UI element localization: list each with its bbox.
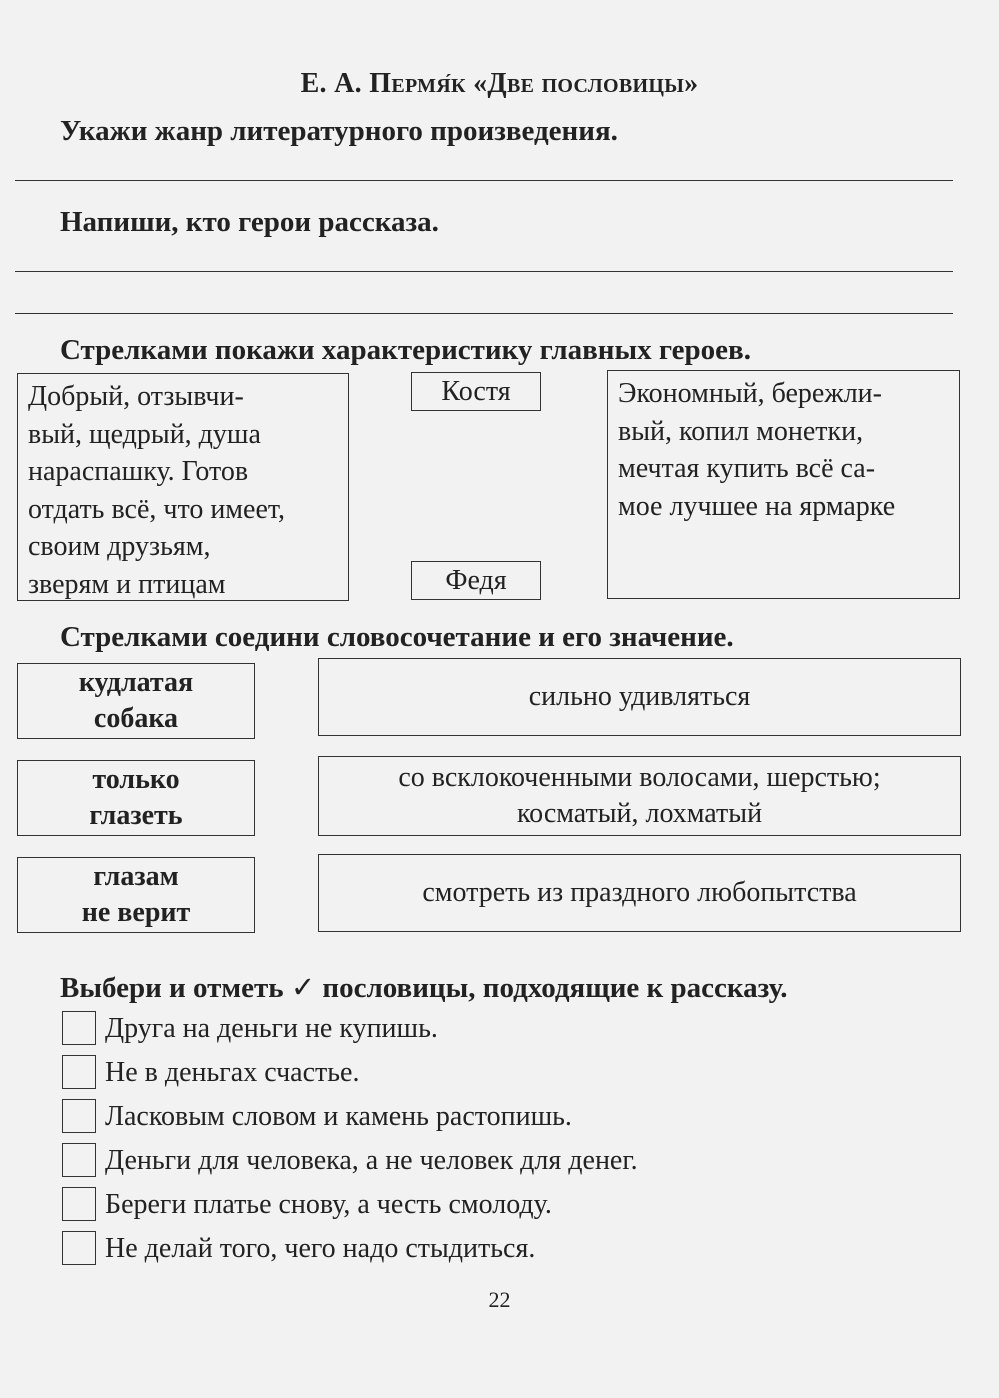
phrase-line: глазам xyxy=(93,861,179,892)
meaning-line: со всклокоченными волосами, шерстью; xyxy=(398,762,881,793)
name-fedya: Федя xyxy=(445,564,507,596)
proverb-text-3: Ласковым словом и камень растопишь. xyxy=(105,1101,572,1132)
proverb-text-5: Береги платье снову, а честь смолоду. xyxy=(105,1189,552,1220)
meaning-box-2 xyxy=(318,756,961,836)
page-title: Е. А. Пермя́к «Две пословицы» xyxy=(300,68,699,99)
meaning-box-3 xyxy=(318,854,961,932)
proverb-checkbox-4[interactable] xyxy=(62,1143,96,1177)
heroes-answer-line-2[interactable] xyxy=(15,313,953,314)
proverb-checkbox-2[interactable] xyxy=(62,1055,96,1089)
genre-answer-line[interactable] xyxy=(15,180,953,181)
phrase-line: только xyxy=(92,764,180,795)
proverb-text-2: Не в деньгах счастье. xyxy=(105,1057,360,1088)
proverb-checkbox-5[interactable] xyxy=(62,1187,96,1221)
proverb-text-4: Деньги для человека, а не человек для денег. xyxy=(105,1145,638,1176)
trait-line: отдать всё, что имеет, xyxy=(28,493,286,525)
proverb-checkbox-6[interactable] xyxy=(62,1231,96,1265)
trait-line: Добрый, отзывчи- xyxy=(28,381,244,412)
phrase-line: собака xyxy=(93,703,179,734)
phrase-line: не верит xyxy=(81,897,191,928)
proverb-checkbox-1[interactable] xyxy=(62,1011,96,1045)
trait-line: мечтая купить всё са- xyxy=(618,453,876,484)
trait-line: своим друзьям, xyxy=(28,531,211,562)
name-box-fedya xyxy=(411,561,541,600)
trait-line: Экономный, бережли- xyxy=(618,378,882,409)
heroes-question: Напиши, кто герои рассказа. xyxy=(60,206,439,238)
meaning-box-1 xyxy=(318,658,961,736)
phrases-question: Стрелками соедини словосочетание и его значение. xyxy=(60,621,734,653)
heroes-answer-line-1[interactable] xyxy=(15,271,953,272)
trait-line: мое лучшее на ярмарке xyxy=(618,490,896,522)
trait-line: вый, копил монетки, xyxy=(618,415,864,447)
characteristics-question: Стрелками покажи характеристику главных героев. xyxy=(60,334,751,366)
phrase-line: кудлатая xyxy=(78,667,194,698)
proverb-text-6: Не делай того, чего надо стыдиться. xyxy=(105,1233,536,1264)
meaning-line: косматый, лохматый xyxy=(516,798,763,829)
phrase-box-1 xyxy=(17,663,255,739)
trait-line: зверям и птицам xyxy=(28,568,226,600)
page-number: 22 xyxy=(488,1287,511,1312)
proverb-text-1: Друга на деньги не купишь. xyxy=(105,1013,438,1044)
genre-question: Укажи жанр литературного произведения. xyxy=(60,115,618,147)
meaning-line: сильно удивляться xyxy=(528,681,751,712)
trait-box-generous xyxy=(17,373,349,601)
trait-box-thrifty xyxy=(607,370,960,599)
phrase-box-2 xyxy=(17,760,255,836)
proverbs-question-start: Выбери и отметь xyxy=(60,972,284,1004)
meaning-line: смотреть из праздного любопытства xyxy=(422,877,857,908)
proverb-checkbox-3[interactable] xyxy=(62,1099,96,1133)
name-kostya: Костя xyxy=(441,375,511,407)
name-box-kostya xyxy=(411,372,541,411)
check-mark-icon: ✓ xyxy=(290,972,316,1004)
proverbs-question-end: пословицы, подходящие к рассказу. xyxy=(322,972,788,1004)
trait-line: вый, щедрый, душа xyxy=(28,418,261,450)
phrase-box-3 xyxy=(17,857,255,933)
trait-line: нараспашку. Готов xyxy=(28,456,249,487)
phrase-line: глазеть xyxy=(89,800,183,831)
proverbs-question xyxy=(60,970,788,1005)
